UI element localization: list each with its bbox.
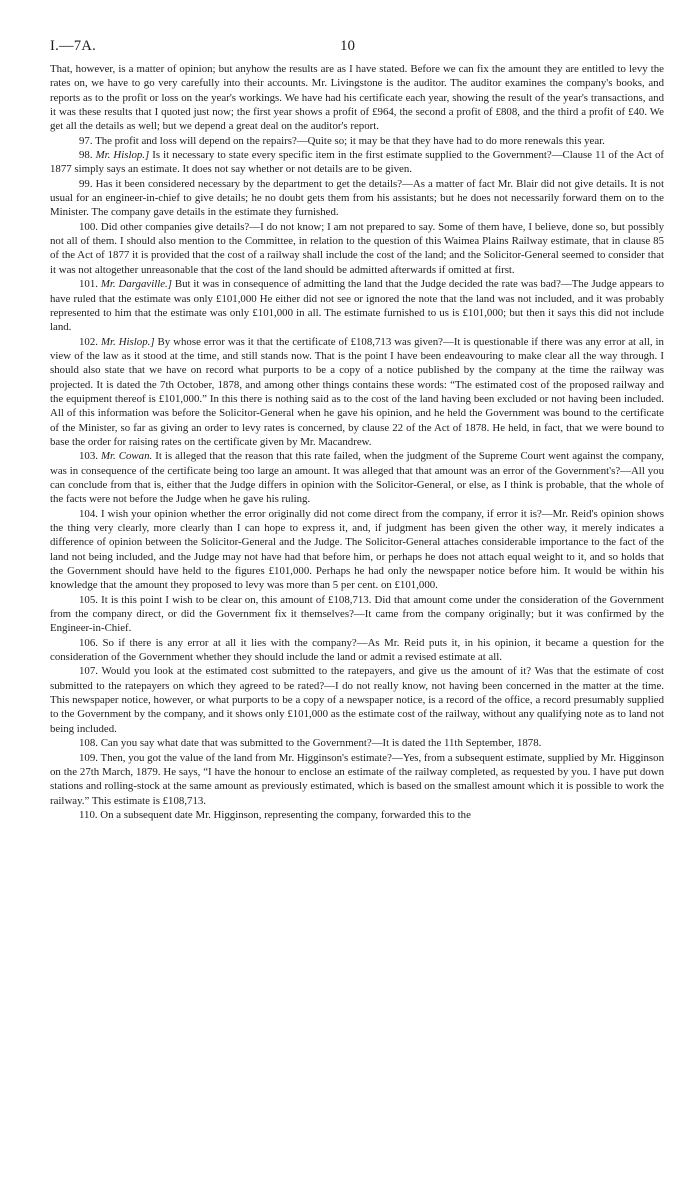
speaker-name: Mr. Dargaville.] [100, 278, 172, 291]
paragraph: 101. Mr. Dargaville.] But it was in consequence of admitting the land that the Judge decided the rate was bad?—The Judge appears to have ruled that the estimate was only £101,000 He either did not see or ignored the note that the land was not included, and it was probably represented to him that the estimate was only £101,000 in all. The estimate furnished to us is £101,000; but then it says this did not include land. [50, 278, 665, 334]
paragraph: 109. Then, you got the value of the land from Mr. Higginson's estimate?—Yes, from a subsequent estimate, supplied by Mr. Higginson on the 27th March, 1879. He says, “I have the honour to enclose an estimate of the railway completed, as requested by you. I have put down stations and rolling-stock at the same amount as previously estimated, which is based on the smallest amount which it is possible to work the railway.” This estimate is £108,713. [50, 751, 664, 807]
paragraph: 103. Mr. Cowan. It is alleged that the reason that this rate failed, when the judgment of the Supreme Court went against the company, was in consequence of the certificate being too large an amount. It was alleged that that amount was an error of the Government's?—All you can conclude from that is, either that the Judge differs in opinion with the Solicitor-General, or else, as I think is probable, that the whole of the facts were not before the Judge when he gave his ruling. [50, 450, 664, 506]
page-header [50, 0, 664, 62]
paper-reference: I.—7A. [50, 38, 97, 54]
speaker-name: Mr. Hislop.] [100, 335, 155, 348]
paragraph: 108. Can you say what date that was submitted to the Government?—It is dated the 11th September, 1878. [79, 737, 542, 750]
paragraph: That, however, is a matter of opinion; but anyhow the results are as I have stated. Before we can fix the amount they are entitled to levy the rates on, we have to go very carefully into their accounts. Mr. Livingstone is the auditor. The auditor examines the company's books, and reports as to the profit or loss on the year's workings. We have had his certificate each year, showing the result of the year's transactions, and it was these results that I quoted just now; the first year shows a profit of £964, the second a profit of £808, and the third a profit of £40. We get all the details as well; but we depend a great deal on the auditor's report. [50, 63, 664, 133]
paragraph: 102. Mr. Hislop.] By whose error was it that the certificate of £108,713 was given?—It is questionable if there was any error at all, in view of the law as it stood at the time, and still stands now. That is the point I have been endeavouring to make clear all the way through. I should also state that we have on record what purports to be a copy of a notice published by the company at the time the railway was projected. It is dated the 7th October, 1878, and among other things contains these words: “The estimated cost of the proposed railway and the equipment thereof is £101,000.” In this there is nothing said as to the cost of the land having been excluded or not having been included. All of this information was before the Solicitor-General when he gave his opinion, and he held the Government was bound to the certificate of the Minister, so far as giving an order to levy rates is concerned, by clause 22 of the Act of 1878. He held, in fact, that we were bound to base the order for raising rates on the certificate given by Mr. Macandrew. [50, 335, 664, 448]
paragraph: 110. On a subsequent date Mr. Higginson, representing the company, forwarded this to the [79, 808, 471, 821]
paragraph: 105. It is this point I wish to be clear on, this amount of £108,713. Did that amount come under the consideration of the Government from the company direct, or did the Government fix it themselves?—It came from the company originally; but it was confirmed by the Engineer-in-Chief. [50, 593, 664, 635]
paragraph: 97. The profit and loss will depend on the repairs?—Quite so; it may be that they have had to do more renewals this year. [79, 134, 605, 147]
body-text [50, 62, 664, 822]
speaker-name: Mr. Hislop.] [95, 149, 150, 162]
paragraph: 99. Has it been considered necessary by the department to get the details?—As a matter of fact Mr. Blair did not give details. It is not usual for an engineer-in-chief to give details; he no doubt gets them from his assistants; but he does not necessarily forward them on to the Minister. The company gave details in the estimate they furnished. [50, 177, 664, 219]
speaker-name: Mr. Cowan. [101, 450, 153, 463]
page-number: 10 [340, 38, 355, 54]
paragraph: 107. Would you look at the estimated cost submitted to the ratepayers, and give us the amount of it? Was that the estimate of cost submitted to the ratepayers on which they agreed to be rated?—I do not really know, not having been concerned in the matter at the time. This newspaper notice, however, or what purports to be a copy of a newspaper notice, is a record of the office, a record presumably supplied to the Government by the company, and it shows only £101,000 as the estimate cost of the railway, without any qualifying note as to land not being included. [50, 665, 664, 735]
paragraph: 104. I wish your opinion whether the error originally did not come direct from the company, if error it is?—Mr. Reid's opinion shows the thing very clearly, more clearly than I can hope to express it, and, if judgment has been given the other way, it merely indicates a difference of opinion between the Solicitor-General and the Judge. The Solicitor-General attaches considerable importance to the fact of the land not being included, and the Judge may not have had that before him, or perhaps he does not attach equal weight to it, and so holds that the Government should have held to the figures £101,000. Perhaps he had only the newspaper notice before him. It would be within his knowledge that the amount they proposed to levy was more than 5 per cent. on £101,000. [50, 507, 664, 592]
paragraph: 106. So if there is any error at all it lies with the company?—As Mr. Reid puts it, in his opinion, it became a question for the consideration of the Government whether they should include the land or admit a revised estimate at all. [50, 636, 664, 664]
paragraph: 98. Mr. Hislop.] Is it necessary to state every specific item in the first estimate supplied to the Government?—Clause 11 of the Act of 1877 simply says an estimate. It does not say whether or not details are to be given. [50, 149, 664, 176]
paragraph: 100. Did other companies give details?—I do not know; I am not prepared to say. Some of them have, I believe, done so, but possibly not all of them. I should also mention to the Committee, in relation to the question of this Waimea Plains Railway estimate, that in clause 85 of the Act of 1877 it is provided that the cost of a railway shall include the cost of the land; and the Solicitor-General seemed to consider that it was not altogether unreasonable that the cost of the land should be admitted afterwards if omitted at first. [50, 220, 664, 276]
